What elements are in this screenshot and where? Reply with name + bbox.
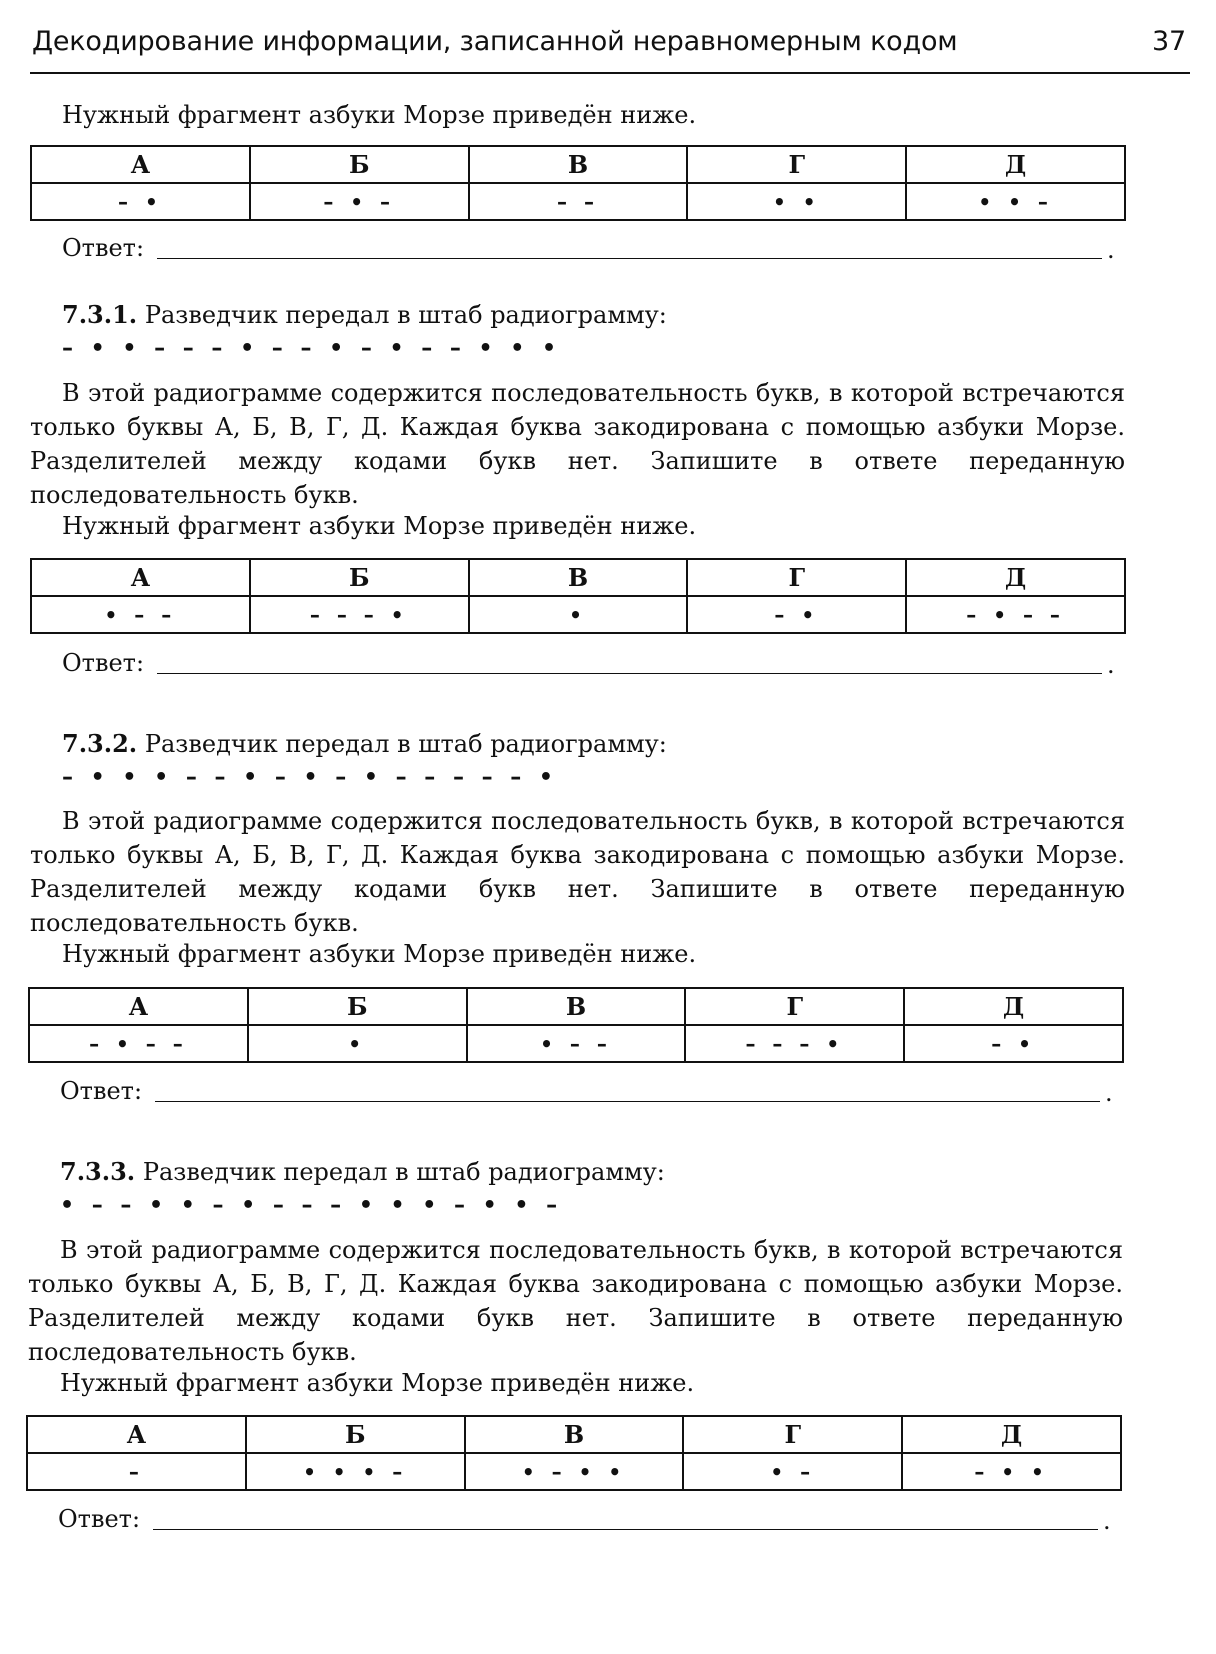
morse-table xyxy=(26,1415,1122,1491)
letter-cell: Б xyxy=(246,1416,465,1453)
answer-blank[interactable] xyxy=(153,1529,1098,1530)
fragment-intro: Нужный фрагмент азбуки Морзе приведён ниже. xyxy=(60,1369,695,1397)
letters-row xyxy=(27,1416,1121,1453)
letter-cell: В xyxy=(465,1416,684,1453)
radiogram-message: – • • • – – • – • – • – – – – – • xyxy=(62,765,558,790)
codes-row xyxy=(29,1025,1123,1062)
task-title: Разведчик передал в штаб радиограмму: xyxy=(144,730,667,758)
radiogram-message: – • • – – – • – – • – • – – • • • xyxy=(62,336,562,361)
task-statement: В этой радиограмме содержится последовательность букв, в которой встречаются только буквы А, Б, В, Г, Д. Каждая буква закодирована с помощью азбуки Морзе. Разделителей между кодами букв нет. Запишите в ответе переданную последовательность букв. xyxy=(28,1236,1123,1366)
code-cell: • xyxy=(469,596,688,633)
letter-cell: Д xyxy=(906,559,1125,596)
letter-cell: Г xyxy=(685,988,904,1025)
letter-cell: Д xyxy=(904,988,1123,1025)
task-number: 7.3.3. xyxy=(60,1157,136,1186)
code-cell: – – – • xyxy=(685,1025,904,1062)
answer-line[interactable] xyxy=(62,232,1115,264)
letters-row xyxy=(29,988,1123,1025)
letter-cell: Г xyxy=(683,1416,902,1453)
letter-cell: Г xyxy=(687,146,906,183)
letter-cell: Б xyxy=(250,146,469,183)
codes-row xyxy=(31,596,1125,633)
code-cell: – • • xyxy=(902,1453,1121,1490)
letter-cell: А xyxy=(29,988,248,1025)
answer-blank[interactable] xyxy=(157,673,1102,674)
code-cell: • – – xyxy=(467,1025,686,1062)
task-statement: В этой радиограмме содержится последовательность букв, в которой встречаются только буквы А, Б, В, Г, Д. Каждая буква закодирована с помощью азбуки Морзе. Разделителей между кодами букв нет. Запишите в ответе переданную последовательность букв. xyxy=(30,807,1125,937)
code-cell: – xyxy=(27,1453,246,1490)
fragment-intro: Нужный фрагмент азбуки Морзе приведён ниже. xyxy=(62,512,697,540)
section-title: Декодирование информации, записанной неравномерным кодом xyxy=(32,26,958,57)
code-cell: • – • • xyxy=(465,1453,684,1490)
letters-row xyxy=(31,146,1125,183)
task-number: 7.3.2. xyxy=(62,729,138,758)
answer-line[interactable] xyxy=(62,647,1115,679)
answer-line[interactable] xyxy=(60,1075,1113,1107)
task-heading xyxy=(62,299,667,331)
codes-row xyxy=(27,1453,1121,1490)
answer-label: Ответ: xyxy=(60,1077,143,1105)
letter-cell: А xyxy=(27,1416,246,1453)
code-cell: • xyxy=(248,1025,467,1062)
answer-blank[interactable] xyxy=(157,258,1102,259)
morse-table xyxy=(30,558,1126,634)
answer-label: Ответ: xyxy=(58,1505,141,1533)
radiogram-message: • – – • • – • – – – • • • – • • – xyxy=(60,1193,563,1218)
letter-cell: Б xyxy=(250,559,469,596)
code-cell: – • xyxy=(904,1025,1123,1062)
code-cell: • • • – xyxy=(246,1453,465,1490)
letter-cell: А xyxy=(31,146,250,183)
code-cell: – • xyxy=(31,183,250,220)
code-cell: – – xyxy=(469,183,688,220)
task-heading xyxy=(62,728,667,760)
code-cell: – • – xyxy=(250,183,469,220)
code-cell: • • – xyxy=(906,183,1125,220)
code-cell: • • xyxy=(687,183,906,220)
task-number: 7.3.1. xyxy=(62,300,138,329)
code-cell: • – – xyxy=(31,596,250,633)
morse-table xyxy=(28,987,1124,1063)
page-number: 37 xyxy=(1152,26,1186,57)
answer-end: . xyxy=(1107,236,1115,264)
letter-cell: Д xyxy=(902,1416,1121,1453)
code-cell: • – xyxy=(683,1453,902,1490)
answer-end: . xyxy=(1105,1079,1113,1107)
letter-cell: Г xyxy=(687,559,906,596)
answer-line[interactable] xyxy=(58,1503,1111,1535)
task-title: Разведчик передал в штаб радиограмму: xyxy=(142,1158,665,1186)
task-heading xyxy=(60,1156,665,1188)
code-cell: – • – – xyxy=(906,596,1125,633)
letter-cell: В xyxy=(467,988,686,1025)
letter-cell: Д xyxy=(906,146,1125,183)
task-statement: В этой радиограмме содержится последовательность букв, в которой встречаются только буквы А, Б, В, Г, Д. Каждая буква закодирована с помощью азбуки Морзе. Разделителей между кодами букв нет. Запишите в ответе переданную последовательность букв. xyxy=(30,379,1125,509)
fragment-intro: Нужный фрагмент азбуки Морзе приведён ниже. xyxy=(62,940,697,968)
page-header xyxy=(30,22,1190,74)
letter-cell: В xyxy=(469,559,688,596)
letter-cell: А xyxy=(31,559,250,596)
answer-end: . xyxy=(1103,1507,1111,1535)
morse-table xyxy=(30,145,1126,221)
letter-cell: В xyxy=(469,146,688,183)
answer-label: Ответ: xyxy=(62,649,145,677)
code-cell: – • – – xyxy=(29,1025,248,1062)
answer-blank[interactable] xyxy=(155,1101,1100,1102)
answer-end: . xyxy=(1107,651,1115,679)
code-cell: – – – • xyxy=(250,596,469,633)
letter-cell: Б xyxy=(248,988,467,1025)
codes-row xyxy=(31,183,1125,220)
task-title: Разведчик передал в штаб радиограмму: xyxy=(144,301,667,329)
answer-label: Ответ: xyxy=(62,234,145,262)
fragment-intro: Нужный фрагмент азбуки Морзе приведён ниже. xyxy=(62,101,697,129)
letters-row xyxy=(31,559,1125,596)
code-cell: – • xyxy=(687,596,906,633)
